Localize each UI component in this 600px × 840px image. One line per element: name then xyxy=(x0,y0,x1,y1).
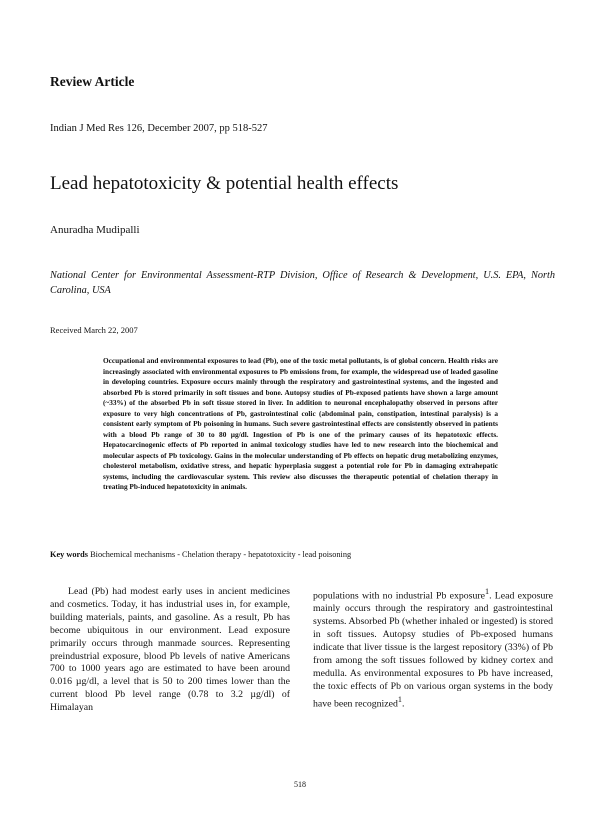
article-type-heading: Review Article xyxy=(50,74,135,89)
keywords-list: Biochemical mechanisms - Chelation therapy - hepatotoxicity - lead poisoning xyxy=(90,550,352,559)
body-paragraph xyxy=(313,586,553,711)
keywords-label: Key words xyxy=(50,550,89,559)
body-paragraph: Lead (Pb) had modest early uses in ancient medicines and cosmetics. Today, it has industrial uses in, for example, building materials, paints, and gasoline. As a result, Pb has become ubiquitous in our environment. Lead exposure primarily occurs through manmade sources. Representing preindustrial exposure, blood Pb levels of native Americans 700 to 1000 years ago are estimated to have been around 0.016 µg/dl, a level that is 50 to 200 times lower than the current blood Pb level range (0.78 to 3.2 µg/dl) of Himalayan xyxy=(50,586,290,714)
body-text: . xyxy=(401,697,405,709)
abstract: Occupational and environmental exposures to lead (Pb), one of the toxic metal pollutants, is of global concern. Health risks are increasingly associated with environmental exposures to Pb emissions from, for example, the widespread use of leaded gasoline in developing countries. Exposure occurs mainly through the respiratory and gastrointestinal systems, and the ingested and absorbed Pb is stored primarily in soft tissues and bone. Autopsy studies of Pb-exposed patients have shown a large amount (~33%) of the absorbed Pb in soft tissue stored in liver. In addition to neuronal encephalopathy observed in persons after exposure to very high concentrations of Pb, gastrointestinal colic (abdominal pain, constipation, intestinal paralysis) is a consistent early symptom of Pb poisoning in humans. Such severe gastrointestinal effects are consistently observed in patients with a blood Pb range of 30 to 80 µg/dl. Ingestion of Pb is one of the primary causes of its hepatotoxic effects. Hepatocarcinogenic effects of Pb reported in animal toxicology studies have led to new research into the biochemical and molecular aspects of Pb toxicology. Gains in the molecular understanding of Pb effects on hepatic drug metabolizing enzymes, cholesterol metabolism, oxidative stress, and hepatic hyperplasia suggest a potential role for Pb in damaging extrahepatic systems, including the cardiovascular system. This review also discusses the therapeutic potential of chelation therapy in treating Pb-induced hepatotoxicity in animals. xyxy=(103,356,498,491)
body-column-left xyxy=(50,586,290,715)
reference-marker[interactable]: 1 xyxy=(484,587,490,596)
author-affiliation: National Center for Environmental Assessment-RTP Division, Office of Research & Development, U.S. EPA, North Carolina, USA xyxy=(50,270,555,296)
author-name: Anuradha Mudipalli xyxy=(50,224,140,236)
body-text: . Lead exposure mainly occurs through the respiratory and gastrointestinal systems. Absorbed Pb (whether inhaled or ingested) is stored in soft tissues. Autopsy studies of Pb-exposed humans indicate that liver tissue is the largest repository (33%) of Pb from among the soft tissues followed by kidney cortex and medulla. As environmental exposures to Pb have increased, the toxic effects of Pb on various organ systems in the body have been recognized xyxy=(313,590,553,709)
body-text: populations with no industrial Pb exposure xyxy=(313,590,485,602)
keywords-line xyxy=(50,550,351,559)
received-date: Received March 22, 2007 xyxy=(50,325,138,335)
page-number: 518 xyxy=(294,780,306,789)
reference-marker[interactable]: 1 xyxy=(397,694,402,704)
article-title: Lead hepatotoxicity & potential health effects xyxy=(50,173,399,194)
journal-citation: Indian J Med Res 126, December 2007, pp 518-527 xyxy=(50,123,268,134)
body-column-right xyxy=(313,586,553,711)
